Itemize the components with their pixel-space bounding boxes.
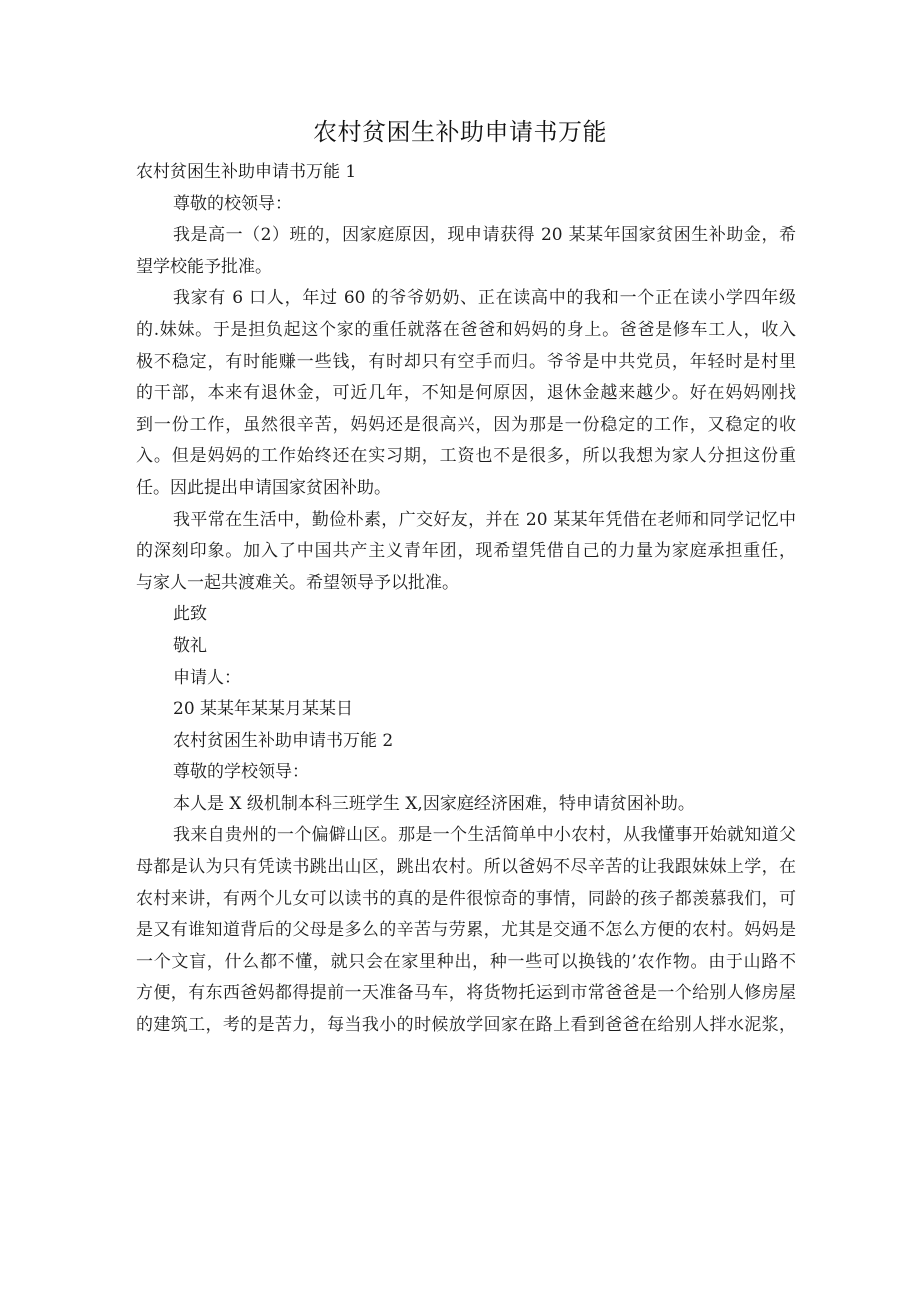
paragraph-line: 我家有 6 口人，年过 60 的爷爷奶奶、正在读高中的我和一个正在读小学四年级 [173, 288, 796, 309]
paragraph-line: 我来自贵州的一个偏僻山区。那是一个生活简单中小农村，从我懂事开始就知道父 [173, 825, 796, 846]
paragraph-line: 的.妹妹。于是担负起这个家的重任就落在爸爸和妈妈的身上。爸爸是修车工人，收入 [136, 319, 796, 340]
paragraph-line: 望学校能予批准。 [136, 256, 272, 277]
paragraph-line: 到一份工作，虽然很辛苦，妈妈还是很高兴，因为那是一份稳定的工作，又稳定的收 [136, 414, 796, 435]
paragraph-line: 一个文盲，什么都不懂，就只会在家里种出，种一些可以换钱的’农作物。由于山路不 [136, 951, 796, 972]
paragraph-line: 我是高一（2）班的，因家庭原因，现申请获得 20 某某年国家贫困生补助金，希 [173, 225, 796, 246]
paragraph-line: 的建筑工，考的是苦力，每当我小的时候放学回家在路上看到爸爸在给别人拌水泥浆， [136, 1015, 796, 1036]
paragraph-line: 入。但是妈妈的工作始终还在实习期，工资也不是很多，所以我想为家人分担这份重 [136, 446, 796, 467]
paragraph-line: 是又有谁知道背后的父母是多么的辛苦与劳累，尤其是交通不怎么方便的农村。妈妈是 [136, 920, 796, 941]
paragraph-line: 农村来讲，有两个儿女可以读书的真的是件很惊奇的事情，同龄的孩子都羡慕我们，可 [136, 888, 796, 909]
document-title: 农村贫困生补助申请书万能 [313, 118, 607, 146]
paragraph-line: 20 某某年某某月某某日 [173, 699, 354, 720]
paragraph-line: 敬礼 [173, 635, 207, 656]
paragraph-line: 方便，有东西爸妈都得提前一天准备马车，将货物托运到市常爸爸是一个给别人修房屋 [136, 983, 796, 1004]
paragraph-line: 的干部，本来有退休金，可近几年，不知是何原因，退休金越来越少。好在妈妈刚找 [136, 383, 796, 404]
paragraph-line: 本人是 X 级机制本科三班学生 X,因家庭经济困难，特申请贫困补助。 [173, 793, 695, 814]
paragraph-line: 尊敬的学校领导： [173, 762, 309, 783]
paragraph-line: 申请人： [173, 667, 241, 688]
paragraph-line: 农村贫困生补助申请书万能 1 [136, 162, 357, 182]
paragraph-line: 此致 [173, 604, 207, 625]
paragraph-line: 与家人一起共渡难关。希望领导予以批准。 [136, 572, 459, 593]
paragraph-line: 尊敬的校领导： [173, 193, 292, 214]
paragraph-line: 任。因此提出申请国家贫困补助。 [136, 477, 391, 498]
paragraph-line: 母都是认为只有凭读书跳出山区，跳出农村。所以爸妈不尽辛苦的让我跟妹妹上学，在 [136, 857, 796, 878]
paragraph-line: 的深刻印象。加入了中国共产主义青年团，现希望凭借自己的力量为家庭承担重任， [136, 541, 796, 562]
document-body [136, 157, 796, 1042]
paragraph-line: 农村贫困生补助申请书万能 2 [173, 730, 394, 751]
paragraph-line: 极不稳定，有时能赚一些钱，有时却只有空手而归。爷爷是中共党员，年轻时是村里 [136, 351, 796, 372]
paragraph-line: 我平常在生活中，勤俭朴素，广交好友，并在 20 某某年凭借在老师和同学记忆中 [173, 509, 796, 530]
